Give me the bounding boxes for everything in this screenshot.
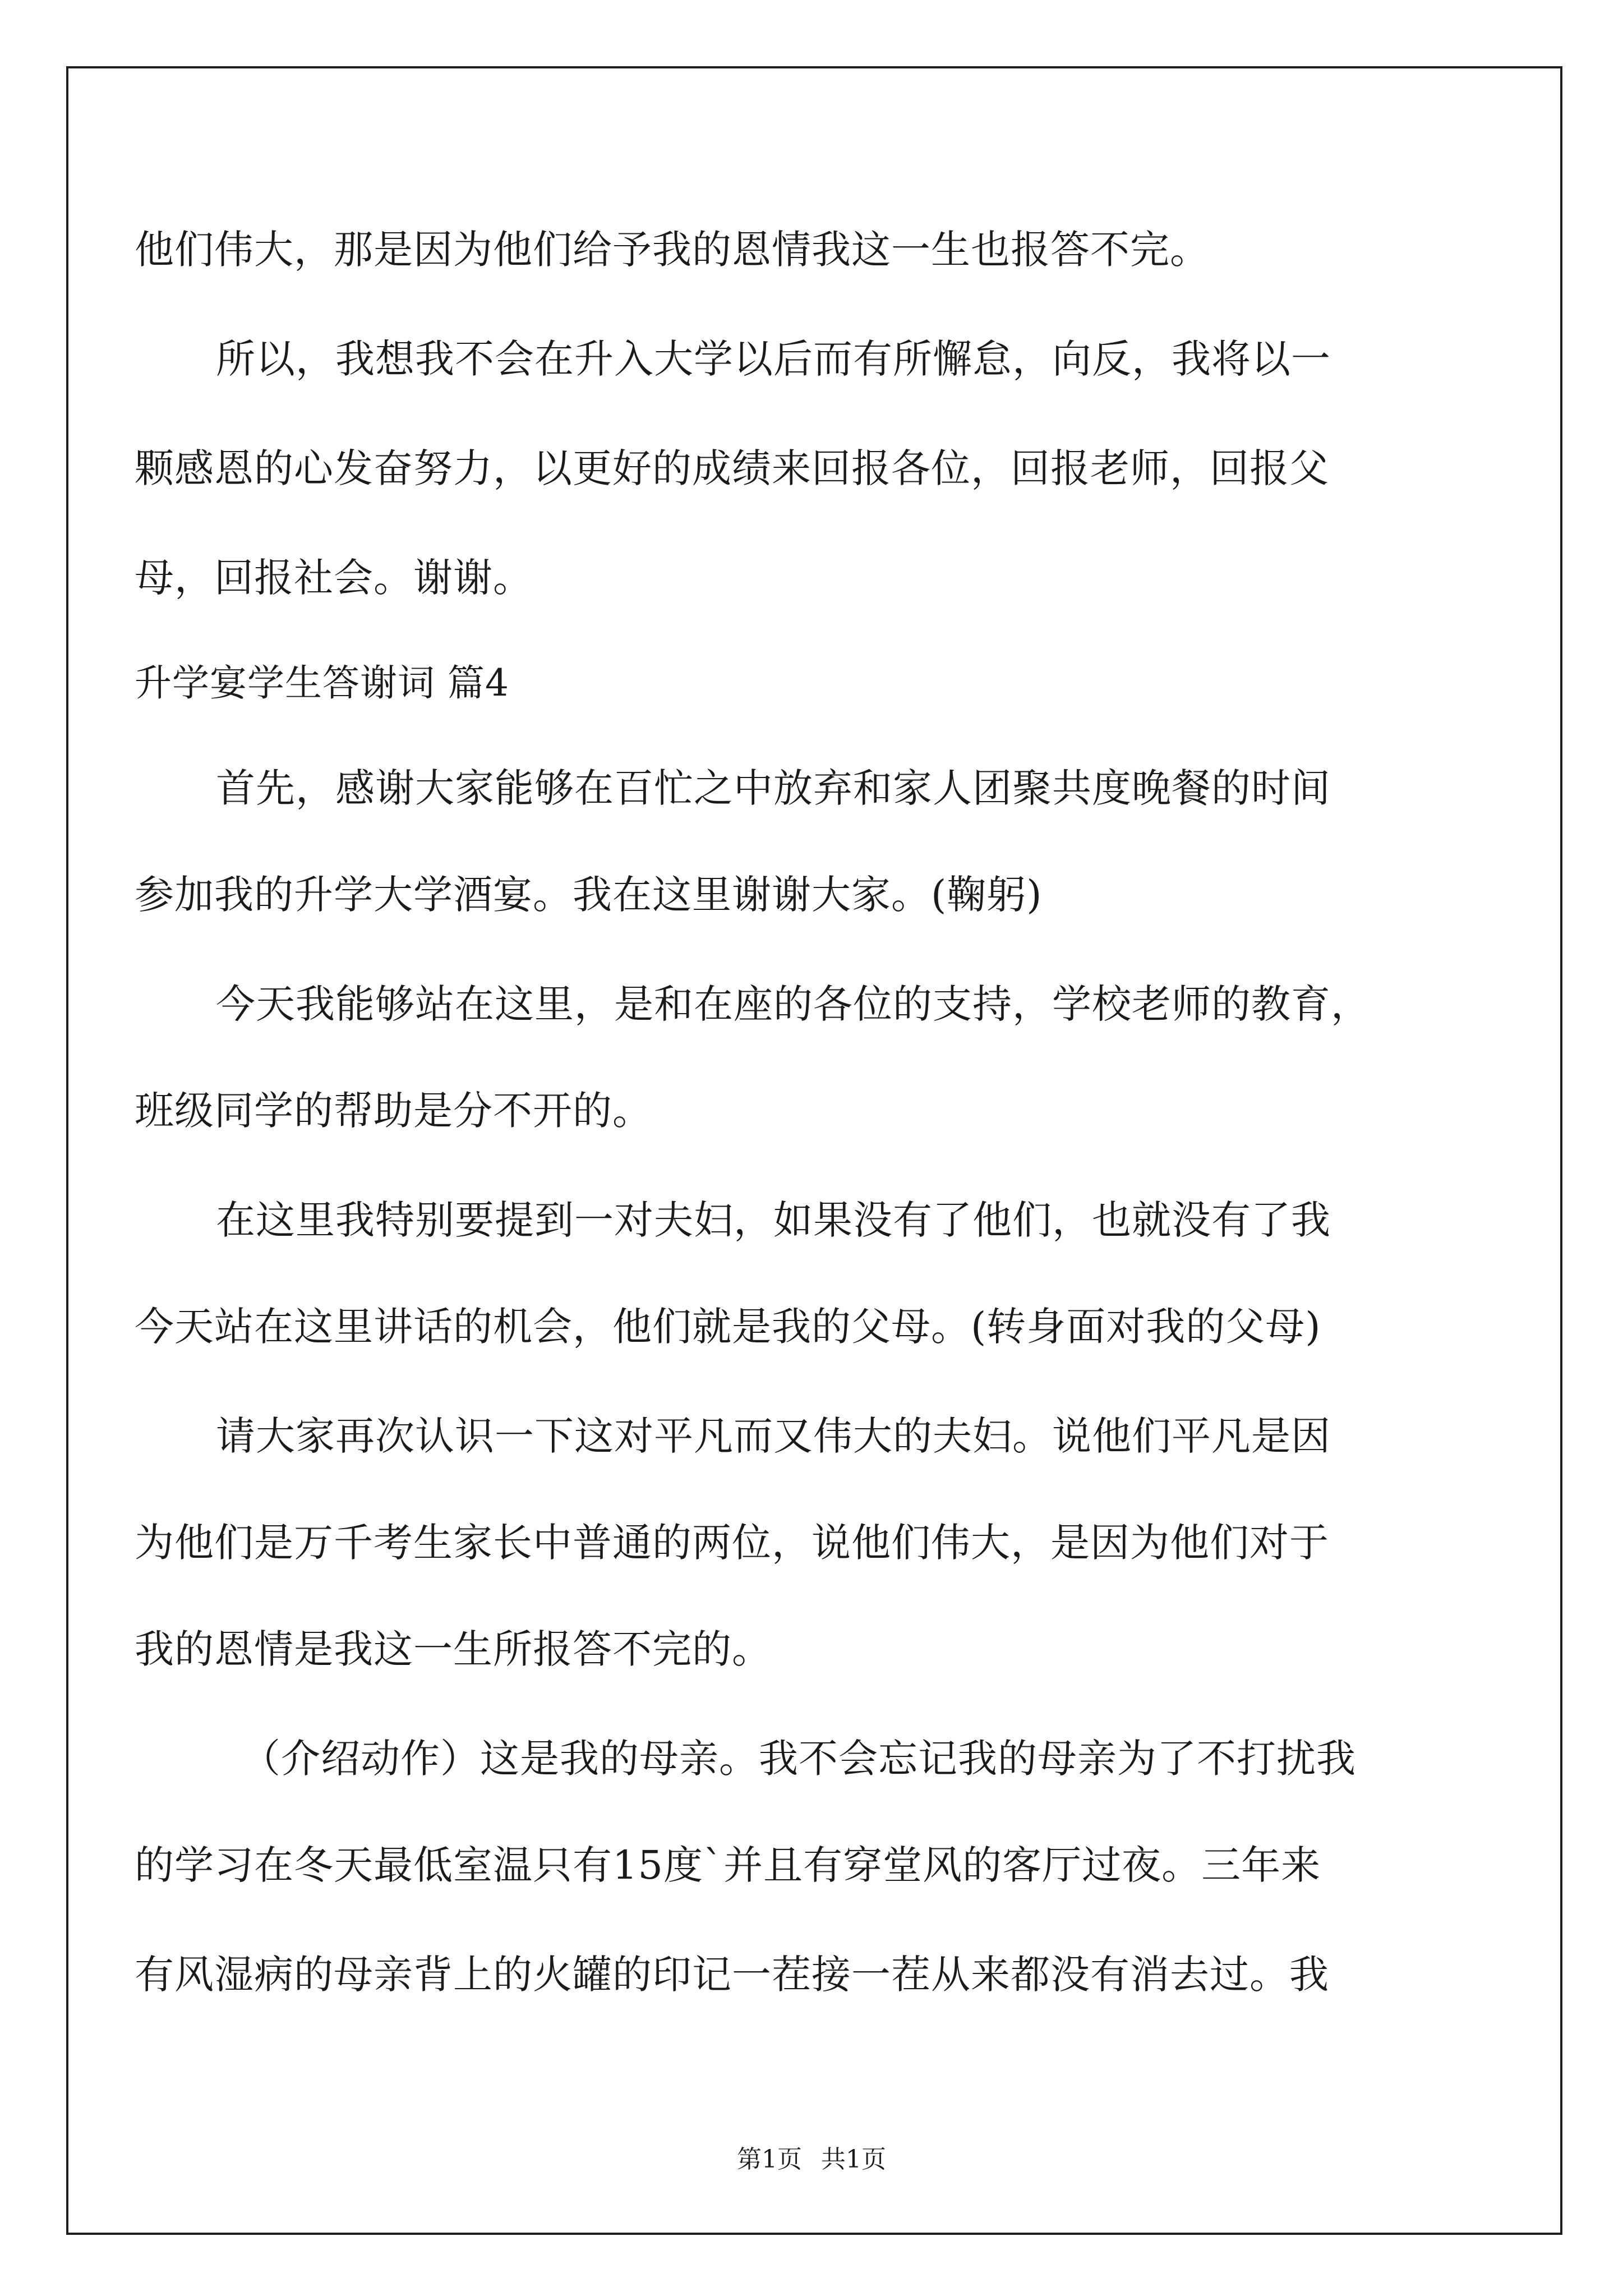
text-line: 今天站在这里讲话的机会，他们就是我的父母。(转身面对我的父母) bbox=[135, 1304, 1321, 1350]
text-line: 参加我的升学大学酒宴。我在这里谢谢大家。(鞠躬) bbox=[135, 872, 1043, 918]
page-total: 共1页 bbox=[821, 2145, 886, 2174]
text-line: 他们伟大，那是因为他们给予我的恩情我这一生也报答不完。 bbox=[135, 227, 1210, 273]
text-line: 班级同学的帮助是分不开的。 bbox=[135, 1088, 652, 1134]
paragraph-start: 首先，感谢大家能够在百忙之中放弃和家人团聚共度晚餐的时间 bbox=[216, 765, 1331, 811]
paragraph-start: 所以，我想我不会在升入大学以后而有所懈怠，向反，我将以一 bbox=[216, 336, 1331, 382]
text-line: 有风湿病的母亲背上的火罐的印记一茬接一茬从来都没有消去过。我 bbox=[135, 1952, 1329, 1998]
text-line: 的学习在冬天最低室温只有15度`并且有穿堂风的客厅过夜。三年来 bbox=[135, 1842, 1321, 1888]
section-heading: 升学宴学生答谢词 篇4 bbox=[135, 661, 509, 705]
text-line: 我的恩情是我这一生所报答不完的。 bbox=[135, 1626, 772, 1672]
paragraph-start: （介绍动作）这是我的母亲。我不会忘记我的母亲为了不打扰我 bbox=[241, 1736, 1356, 1782]
page-number: 第1页 bbox=[737, 2145, 802, 2174]
page-footer bbox=[0, 2147, 1623, 2172]
page-border bbox=[66, 66, 1562, 2235]
paragraph-start: 今天我能够站在这里，是和在座的各位的支持，学校老师的教育， bbox=[216, 981, 1371, 1027]
paragraph-start: 请大家再次认识一下这对平凡而又伟大的夫妇。说他们平凡是因 bbox=[216, 1413, 1331, 1459]
text-line: 颗感恩的心发奋努力，以更好的成绩来回报各位，回报老师，回报父 bbox=[135, 445, 1329, 491]
text-line: 为他们是万千考生家长中普通的两位，说他们伟大，是因为他们对于 bbox=[135, 1520, 1329, 1566]
paragraph-start: 在这里我特别要提到一对夫妇，如果没有了他们，也就没有了我 bbox=[216, 1197, 1331, 1243]
text-line: 母，回报社会。谢谢。 bbox=[135, 555, 533, 601]
